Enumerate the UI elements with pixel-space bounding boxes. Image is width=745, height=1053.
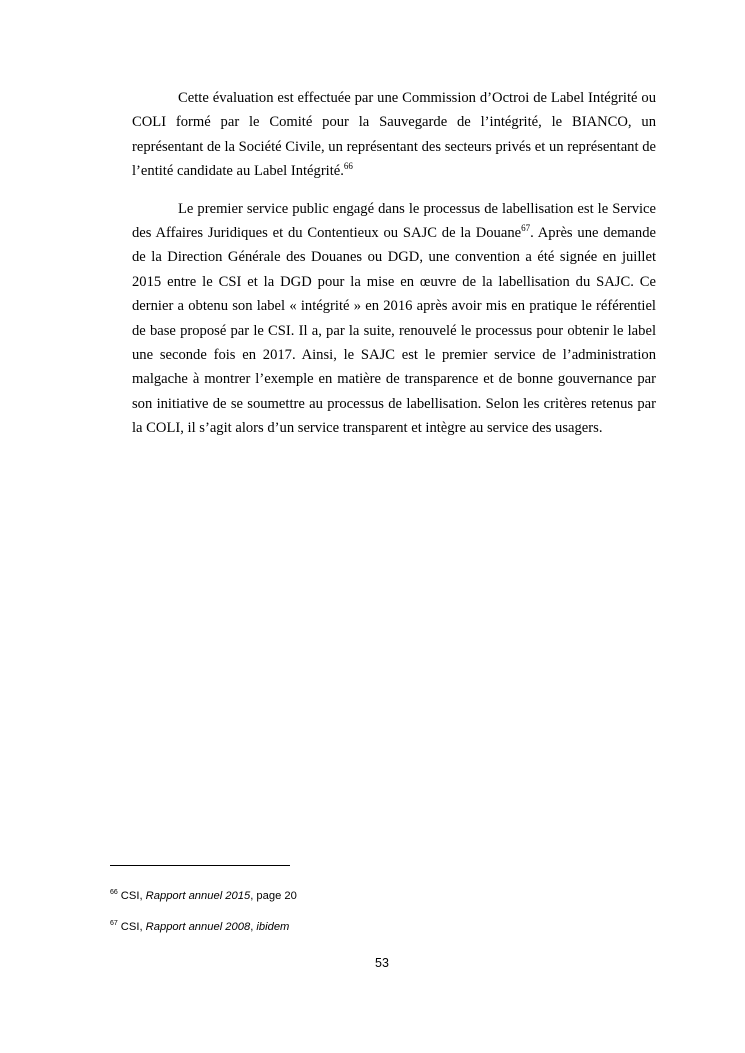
footnote-separator-text: , bbox=[250, 921, 257, 933]
footnote-ref-66[interactable]: 66 bbox=[343, 161, 353, 172]
footnote-title: Rapport annuel 2015 bbox=[145, 890, 251, 902]
footnote-title: Rapport annuel 2008 bbox=[145, 921, 251, 933]
footnote-number: 66 bbox=[110, 889, 118, 896]
footnote-ibidem: ibidem bbox=[256, 921, 290, 933]
page-number: 53 bbox=[375, 956, 389, 970]
footnote-67 bbox=[110, 920, 289, 934]
footnote-source: CSI, bbox=[120, 921, 146, 933]
footnote-66 bbox=[110, 889, 297, 903]
footnote-ref-67[interactable]: 67 bbox=[521, 223, 531, 234]
paragraph-text-continued: . Après une demande de la Direction Générale des Douanes ou DGD, une convention a été signée en juillet 2015 entre le CSI et la DGD pour la mise en œuvre de la labellisation du SAJC. Ce dernier a obtenu son label « intégrité » en 2016 après avoir mis en pratique le référentiel de base proposé par le CSI. Il a, par la suite, renouvelé le processus pour obtenir le label une seconde fois en 2017. Ainsi, le SAJC est le premier service de l’administration malgache à montrer l’exemple en matière de transparence et de bonne gouvernance par son initiative de se soumettre au processus de labellisation. Selon les critères retenus par la COLI, il s’agit alors d’un service transparent et intègre au service des usagers. bbox=[132, 225, 656, 437]
body-text bbox=[132, 86, 656, 441]
footnote-number: 67 bbox=[110, 920, 118, 927]
footnote-page: , page 20 bbox=[250, 890, 297, 902]
footnote-separator bbox=[110, 865, 290, 866]
paragraph-text: Le premier service public engagé dans le processus de labellisation est le Service des Affaires Juridiques et du Contentieux ou SAJC de la Douane bbox=[132, 200, 656, 242]
footnote-source: CSI, bbox=[120, 890, 146, 902]
paragraph-sajc-labellisation bbox=[132, 197, 656, 441]
paragraph-text: Cette évaluation est effectuée par une Commission d’Octroi de Label Intégrité ou COLI formé par le Comité pour la Sauvegarde de l’intégrité, le BIANCO, un représentant de la Société Civile, un représentant des secteurs privés et un représentant de l’entité candidate au Label Intégrité. bbox=[132, 90, 656, 180]
paragraph-coli-evaluation bbox=[132, 86, 656, 184]
